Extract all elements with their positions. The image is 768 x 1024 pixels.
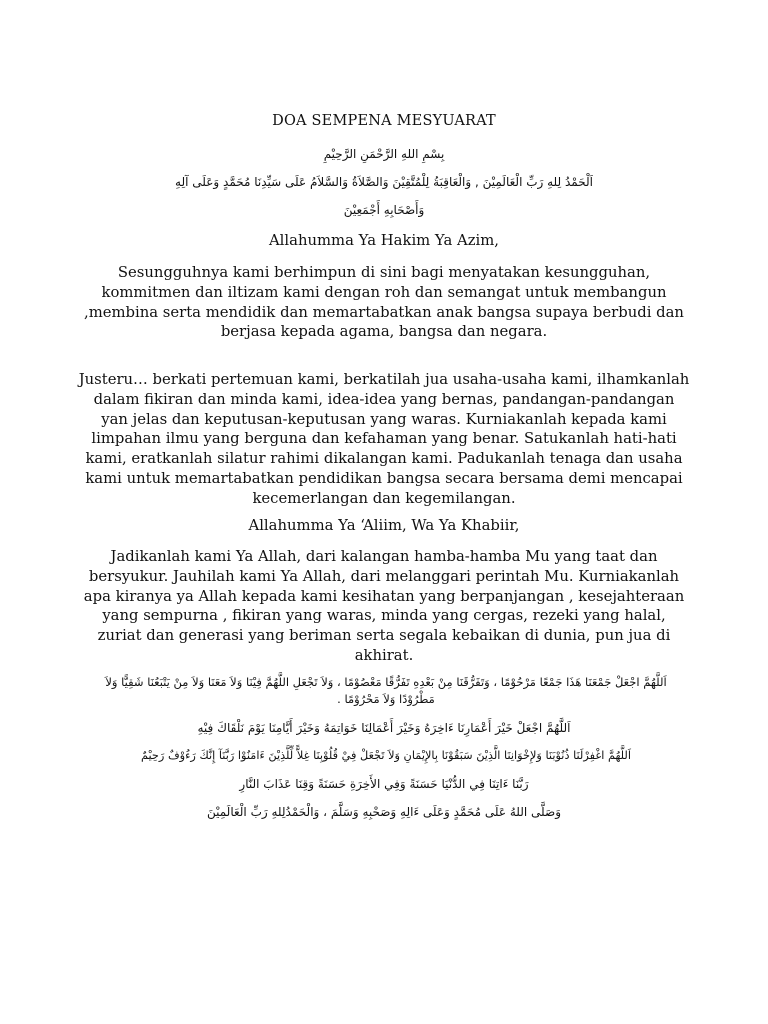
basmalah-text: بِسْمِ اللهِ الرَّحْمَنِ الرَّحِيْمِ <box>323 147 445 161</box>
paragraph-supplication: Jadikanlah kami Ya Allah, dari kalangan hamba-hamba Mu yang taat dan bersyukur. Jauhilah kami Ya Allah, dari melanggari perintah Mu. Kurniakanlah apa kiranya ya Allah kepada kami kesihatan yang berpanjangan , kesejahteraan yang sempurna , fikiran yang waras, minda yang cergas, rezeki yang halal, zuriat dan generasi yang beriman serta segala kebaikan di dunia, pun jua di akhirat. <box>83 548 685 664</box>
arabic-doa-rabbana: رَبَّنَا ءَاتِنَا فِي الدُّنْيَا حَسَنَةً وَفِي الأَخِرَةِ حَسَنَةً وَقِنَا عَذَابَ النَّارِ <box>239 777 529 791</box>
invocation-aliim-khabiir: Allahumma Ya ‘Aliim, Wa Ya Khabiir, <box>248 517 520 534</box>
hamdalah-line-1: اَلْحَمْدُ لِلهِ رَبِّ الْعَالَمِيْنَ , وَالْعَاقِبَةُ لِلْمُتَّقِيْنَ وَالصَّلاَةُ وَالسَّلاَمُ عَلَى سَيِّدِنَا مُحَمَّدٍ وَعَلَى آلِهِ <box>175 175 593 189</box>
document-title: DOA SEMPENA MESYUARAT <box>272 113 496 129</box>
invocation-hakim-azim: Allahumma Ya Hakim Ya Azim, <box>268 232 500 249</box>
paragraph-blessing: Justeru… berkati pertemuan kami, berkatilah jua usaha-usaha kami, ilhamkanlah dalam fikiran dan minda kami, idea-idea yang bernas, pandangan-pandangan yan jelas dan keputusan-keputusan yang waras. Kurniakanlah kepada kami limpahan ilmu yang berguna dan kefahaman yang benar. Satukanlah hati-hati kami, eratkanlah silatur rahimi dikalangan kami. Padukanlah tenaga dan usaha kami untuk memartabatkan pendidikan bangsa secara bersama demi mencapai kecemerlangan dan kegemilangan. <box>78 371 690 507</box>
arabic-doa-forgiveness: اَللَّهُمَّ اغْفِرْلَنَا ذُنُوْبَنَا وَلإِخْوَانِنَا الَّذِيْنَ سَبَقُوْنَا بِالإِيْمَانِ وَلاَ تَجْعَلْ فِيْ قُلُوْبِنَا غِلاًّ لِّلَّذِيْنَ ءَامَنُوْا رَبَّنَآ إِنَّكَ رَءُوْفٌ رَحِيْمٌ <box>140 749 631 762</box>
paragraph-commitment: Sesungguhnya kami berhimpun di sini bagi menyatakan kesungguhan, kommitmen dan iltizam kami dengan roh dan semangat untuk membangun ,membina serta mendidik dan memartabatkan anak bangsa supaya berbudi dan berjasa kepada agama, bangsa dan negara. <box>84 264 684 341</box>
hamdalah-line-2: وَأَصْحَابِهِ أَجْمَعِيْنَ <box>343 203 425 217</box>
arabic-doa-gathering: اَللَّهُمَّ اجْعَلْ جَمْعَنَا هَذَا جَمْعًا مَرْحُوْمًا ، وَتَفَرُّقَنَا مِنْ بَعْدِهِ تَفَرُّقًا مَعْصُوْمًا ، وَلاَ تَجْعَلِ اللَّهُمَّ فِيْنَا وَلاَ مَعَنَا وَلاَ مِنْ يَتْبَعُنَا شَقِيًّا وَلاَ مَطْرُوْدًا وَلاَ مَحْرُوْمًا . <box>105 675 667 706</box>
arabic-doa-salawat-closing: وَصَلَّى اللهُ عَلَى مُحَمَّدٍ وَعَلَى ءَالِهِ وَصَحْبِهِ وَسَلَّمَ ، وَالْحَمْدُلِلهِ رَبِّ الْعَالَمِيْنَ <box>206 805 562 819</box>
arabic-doa-best-ending: اَللَّهُمَّ اجْعَلْ خَيْرَ أَعْمَارِنَا ءَاخِرَهُ وَخَيْرَ أَعْمَالِنَا خَوَاتِمَهُ وَخَيْرَ أَيَّامِنَا يَوْمَ نَلْقَاكَ فِيْهِ <box>197 721 571 735</box>
